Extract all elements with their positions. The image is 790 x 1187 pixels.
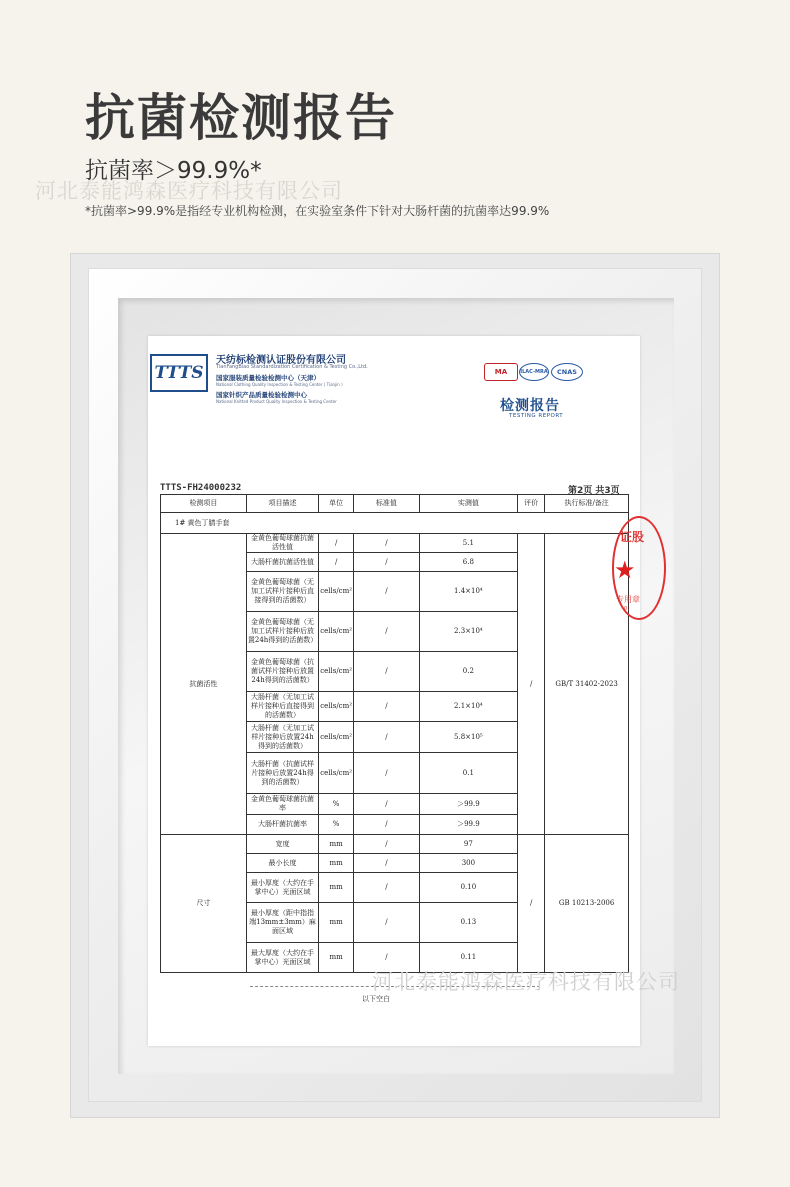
cell-std: / (354, 553, 420, 572)
cell-desc: 大肠杆菌（无加工试样片接种后直接得到的活菌数） (246, 692, 318, 722)
cell-val: 0.13 (419, 903, 517, 943)
cell-unit: / (319, 553, 354, 572)
ttts-logo: TTTS (150, 354, 208, 392)
page-title: 抗菌检测报告 (85, 89, 397, 147)
sample-row (161, 513, 629, 534)
cell-val: ＞99.9 (419, 794, 517, 815)
cell-std: / (354, 835, 420, 854)
cell-desc: 最小厚度（距中指指端13mm±3mm）麻面区域 (246, 903, 318, 943)
group-name: 抗菌活性 (161, 534, 247, 835)
cell-std: / (354, 815, 420, 835)
cell-unit: % (319, 815, 354, 835)
cell-std: / (354, 692, 420, 722)
group-eval: / (518, 835, 545, 973)
cell-std: / (354, 722, 420, 753)
company-name: 天纺标检测认证股份有限公司 (216, 355, 346, 366)
col-header: 单位 (319, 495, 354, 513)
center2-name: 国家针织产品质量检验检测中心 (216, 391, 307, 399)
cell-desc: 最小厚度（大约在手掌中心）光面区域 (246, 873, 318, 903)
cell-std: / (354, 794, 420, 815)
table-row (161, 835, 629, 854)
cell-unit: cells/cm² (319, 692, 354, 722)
cell-val: 2.3×10⁴ (419, 612, 517, 652)
cell-std: / (354, 612, 420, 652)
page-info: 第2页 共3页 (568, 486, 620, 496)
table-row (161, 534, 629, 553)
cell-unit: / (319, 534, 354, 553)
cell-desc: 最小长度 (246, 854, 318, 873)
cnas-cert-icon: CNAS (551, 363, 583, 381)
cell-val: 5.8×10⁵ (419, 722, 517, 753)
cell-std: / (354, 903, 420, 943)
cell-desc: 金黄色葡萄球菌（无加工试样片接种后放置24h得到的活菌数） (246, 612, 318, 652)
star-icon: ★ (614, 556, 636, 584)
cell-std: / (354, 572, 420, 612)
footnote: *抗菌率>99.9%是指经专业机构检测，在实验室条件下针对大肠杆菌的抗菌率达99.9% (85, 204, 550, 218)
cell-unit: cells/cm² (319, 753, 354, 794)
cell-unit: cells/cm² (319, 722, 354, 753)
cell-std: / (354, 753, 420, 794)
cell-val: 2.1×10⁴ (419, 692, 517, 722)
cell-std: / (354, 652, 420, 692)
end-of-report-text: 以下空白 (362, 995, 390, 1003)
cell-std: / (354, 854, 420, 873)
cell-std: / (354, 534, 420, 553)
group-standard: GB/T 31402-2023 (545, 534, 629, 835)
col-header: 评价 (518, 495, 545, 513)
cell-unit: mm (319, 835, 354, 854)
sample-label: 1# 黄色丁腈手套 (161, 513, 629, 534)
cell-unit: cells/cm² (319, 652, 354, 692)
cma-cert-icon: MA (484, 363, 518, 381)
cell-desc: 大肠杆菌抗菌率 (246, 815, 318, 835)
stamp-text-bottom: 专用章 (616, 595, 640, 604)
cell-unit: mm (319, 903, 354, 943)
cell-desc: 金黄色葡萄球菌（无加工试样片接种后直接得到的活菌数） (246, 572, 318, 612)
page-subtitle: 抗菌率＞99.9%* (85, 158, 262, 184)
col-header: 实测值 (419, 495, 517, 513)
cell-val: 1.4×10⁴ (419, 572, 517, 612)
ilac-cert-icon: ILAC-MRA (519, 363, 549, 381)
cell-unit: cells/cm² (319, 572, 354, 612)
cell-std: / (354, 943, 420, 973)
report-title: 检测报告 (500, 398, 560, 414)
cell-val: 0.2 (419, 652, 517, 692)
cell-val: 0.11 (419, 943, 517, 973)
cell-val: 6.8 (419, 553, 517, 572)
cell-unit: mm (319, 873, 354, 903)
col-header: 项目描述 (246, 495, 318, 513)
cell-unit: mm (319, 943, 354, 973)
group-standard: GB 10213-2006 (545, 835, 629, 973)
group-name: 尺寸 (161, 835, 247, 973)
cell-unit: cells/cm² (319, 612, 354, 652)
cell-desc: 大肠杆菌（无加工试样片接种后放置24h得到的活菌数） (246, 722, 318, 753)
cell-desc: 金黄色葡萄球菌抗菌率 (246, 794, 318, 815)
center2-name-en: National Knitted Product Quality Inspection & Testing Center (216, 399, 337, 404)
cell-val: 300 (419, 854, 517, 873)
company-name-en: TianFangBiao Standardization Certification & Testing Co.,Ltd. (216, 364, 368, 370)
center1-name: 国家服装质量检验检测中心（天津） (216, 374, 320, 382)
report-number: TTTS-FH24000232 (160, 483, 242, 493)
cell-val: ＞99.9 (419, 815, 517, 835)
watermark-top: 河北泰能鸿森医疗科技有限公司 (35, 179, 343, 203)
cell-val: 0.1 (419, 753, 517, 794)
col-header: 检测项目 (161, 495, 247, 513)
cell-desc: 最大厚度（大约在手掌中心）光面区域 (246, 943, 318, 973)
cell-unit: % (319, 794, 354, 815)
table-header-row (161, 495, 629, 513)
stamp-text: 证股 (620, 530, 645, 544)
cell-desc: 宽度 (246, 835, 318, 854)
center1-name-en: National Clothing Quality Inspection & Testing Center ( Tianjin ) (216, 382, 343, 387)
cell-desc: 大肠杆菌（抗菌试样片接种后放置24h得到的活菌数） (246, 753, 318, 794)
cell-val: 5.1 (419, 534, 517, 553)
results-table (160, 494, 629, 973)
watermark-bottom: 河北泰能鸿森医疗科技有限公司 (372, 970, 680, 994)
cell-unit: mm (319, 854, 354, 873)
stamp-code: 0 (624, 606, 628, 612)
cell-val: 0.10 (419, 873, 517, 903)
group-eval: / (518, 534, 545, 835)
cell-std: / (354, 873, 420, 903)
cell-desc: 金黄色葡萄球菌抗菌活性值 (246, 534, 318, 553)
cell-val: 97 (419, 835, 517, 854)
cell-desc: 大肠杆菌抗菌活性值 (246, 553, 318, 572)
cell-desc: 金黄色葡萄球菌（抗菌试样片接种后放置24h得到的活菌数） (246, 652, 318, 692)
col-header: 执行标准/备注 (545, 495, 629, 513)
col-header: 标准值 (354, 495, 420, 513)
report-title-en: TESTING REPORT (509, 413, 564, 419)
